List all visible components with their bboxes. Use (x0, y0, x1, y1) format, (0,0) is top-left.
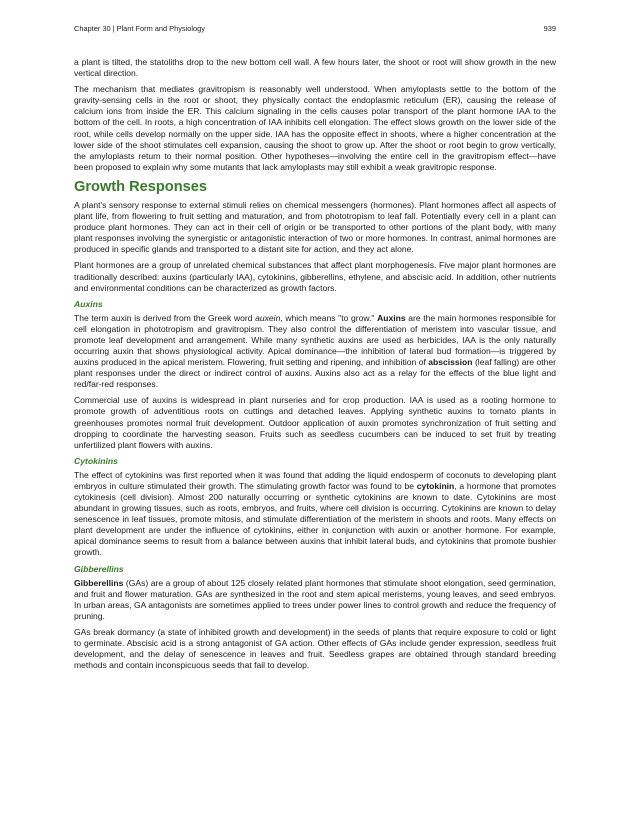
key-term: cytokinin (416, 480, 455, 491)
text-run: (GAs) are a group of about 125 closely related plant hormones that stimulate shoot elongation, seed germination, and fruit and flower maturation. GAs are synthesized in the root and stem apical meristems, young leaves, and seed embryos. In urban areas, GA antagonists are sometimes applied to trees under power lines to control growth and reduce the frequency of pruning. (74, 577, 556, 621)
body-text (74, 57, 556, 676)
key-term: abscission (428, 357, 473, 368)
chapter-title: Chapter 30 | Plant Form and Physiology (74, 24, 205, 33)
paragraph: GAs break dormancy (a state of inhibited growth and development) in the seeds of plants that require exposure to cold or light to germinate. Abscisic acid is a strong antagonist of GA action. Other effects of GAs include gender expression, seedless fruit development, and the delay of senescence in leaves and fruit. Seedless grapes are obtained through standard breeding methods and contain inconspicuous seeds that fail to develop. (74, 626, 556, 671)
text-run: are the main hormones responsible for cell elongation in phototropism and gravitropism. They also control the differentiation of meristem into vascular tissue, and promote leaf development and arrangement. While many synthetic auxins are used as herbicides, IAA is the only naturally occurring auxin that shows physiological activity. Apical dominance—the inhibition of lateral bud formation—is triggered by auxins produced in the apical meristem. Flowering, fruit setting and ripening, and inhibition of (74, 312, 556, 368)
key-term: Auxins (377, 312, 406, 323)
running-header (74, 24, 556, 36)
subsection-heading-auxins: Auxins (74, 298, 103, 309)
paragraph: Plant hormones are a group of unrelated chemical substances that affect plant morphogenesis. Five major plant hormones are traditionally described: auxins (particularly IAA), cytokinins, gibberellins, ethylene, and abscisic acid. In addition, other nutrients and environmental conditions can be characterized as growth factors. (74, 260, 556, 293)
paragraph (74, 313, 556, 391)
subsection-heading-cytokinins: Cytokinins (74, 455, 118, 466)
paragraph: Commercial use of auxins is widespread in plant nurseries and for crop production. IAA is used as a rooting hormone to promote growth of adventitious roots on cuttings and detached leaves. Applying synthetic auxins to tomato plants in greenhouses promotes normal fruit development. Outdoor application of auxin promotes synchronization of fruit setting and dropping to coordinate the harvesting season. Fruits such as seedless cucumbers can be induced to set fruit by treating unfertilized plant flowers with auxins. (74, 395, 556, 450)
paragraph: a plant is tilted, the statoliths drop to the new bottom cell wall. A few hours later, the shoot or root will show growth in the new vertical direction. (74, 57, 556, 79)
section-heading: Growth Responses (74, 178, 207, 195)
text-run: (leaf falling) are other plant responses under the direct or indirect control of auxins. Auxins also act as a relay for the effects of the blue light and red/far-red responses. (74, 357, 556, 390)
key-term: Gibberellins (74, 577, 124, 588)
text-run: , a hormone that promotes cytokinesis (cell division). Almost 200 naturally occurring or synthetic cytokinins are known to date. Cytokinins are most abundant in growing tissues, such as roots, embryos, and fruits, where cell division is occurring. Cytokinins are known to delay senescence in leaf tissues, promote mitosis, and stimulate differentiation of the meristem in shoots and roots. Many effects on plant development are under the influence of cytokinins, either in conjunction with auxin or another hormone. For example, apical dominance seems to result from a balance between auxins that inhibit lateral buds, and cytokinins that promote bushier growth. (74, 480, 556, 558)
paragraph: A plant's sensory response to external stimuli relies on chemical messengers (hormones). Plant hormones affect all aspects of plant life, from flowering to fruit setting and maturation, and from phototropism to leaf fall. Potentially every cell in a plant can produce plant hormones. They can act in their cell of origin or be transported to other portions of the plant body, with many plant responses involving the synergistic or antagonistic interaction of two or more hormones. In contrast, animal hormones are produced in specific glands and transported to a distant site for action, and they act alone. (74, 199, 556, 255)
subsection-heading-gibberellins: Gibberellins (74, 563, 124, 574)
text-run: The effect of cytokinins was first reported when it was found that adding the liquid endosperm of coconuts to developing plant embryos in culture stimulated their growth. The stimulating growth factor was found to be (74, 469, 556, 491)
italic-term: auxein (255, 312, 281, 323)
page-number: 939 (543, 24, 556, 33)
paragraph (74, 470, 556, 559)
text-run: The term auxin is derived from the Greek word (74, 312, 256, 323)
paragraph (74, 578, 556, 622)
text-run: , which means "to grow." (280, 312, 378, 323)
paragraph: The mechanism that mediates gravitropism is reasonably well understood. When amyloplasts settle to the bottom of the gravity-sensing cells in the root or shoot, they physically contact the endoplasmic reticulum (ER), causing the release of calcium ions from inside the ER. This calcium signaling in the cells causes polar transport of the plant hormone IAA to the bottom of the cell. In roots, a high concentration of IAA inhibits cell elongation. The effect slows growth on the lower side of the root, while cells develop normally on the upper side. IAA has the opposite effect in shoots, where a higher concentration at the lower side of the shoot stimulates cell expansion, causing the shoot to grow up. After the shoot or root begin to grow vertically, the amyloplasts return to their normal position. Other hypotheses—involving the entire cell in the gravitropism effect—have been proposed to explain why some mutants that lack amyloplasts may still exhibit a weak gravitropic response. (74, 84, 556, 172)
